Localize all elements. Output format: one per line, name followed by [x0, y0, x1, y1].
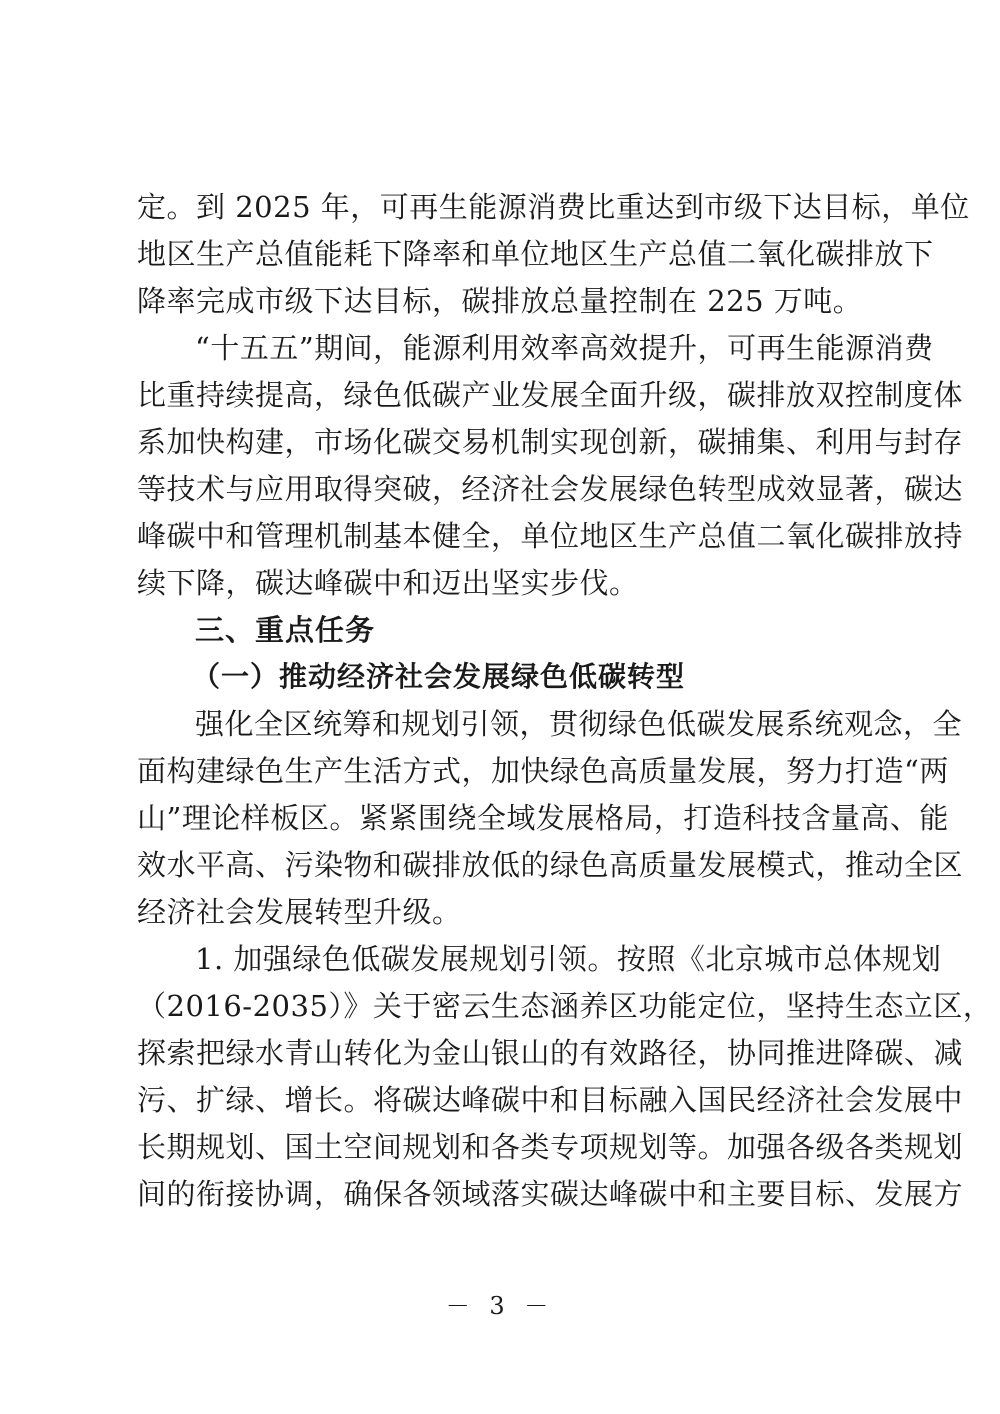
paragraph-line: 长期规划、国土空间规划和各类专项规划等。加强各级各类规划 — [137, 1130, 964, 1164]
paragraph-line: 比重持续提高，绿色低碳产业发展全面升级，碳排放双控制度体 — [137, 378, 964, 412]
paragraph-line: 间的衔接协调，确保各领域落实碳达峰碳中和主要目标、发展方 — [137, 1177, 964, 1211]
paragraph-line: 地区生产总值能耗下降率和单位地区生产总值二氧化碳排放下 — [137, 237, 934, 271]
paragraph-line: 强化全区统筹和规划引领，贯彻绿色低碳发展系统观念，全 — [195, 707, 963, 741]
paragraph-line: 续下降，碳达峰碳中和迈出坚实步伐。 — [137, 566, 639, 600]
paragraph-line: 等技术与应用取得突破，经济社会发展绿色转型成效显著，碳达 — [137, 472, 964, 506]
paragraph-line: 污、扩绿、增长。将碳达峰碳中和目标融入国民经济社会发展中 — [137, 1083, 964, 1117]
paragraph-line: 1. 加强绿色低碳发展规划引领。按照《北京城市总体规划 — [195, 942, 942, 976]
paragraph-line: （2016-2035）》关于密云生态涵养区功能定位，坚持生态立区， — [137, 989, 993, 1023]
paragraph-line: 探索把绿水青山转化为金山银山的有效路径，协同推进降碳、减 — [137, 1036, 964, 1070]
page-number: － 3 － — [445, 1292, 555, 1320]
section-heading: 三、重点任务 — [195, 613, 376, 647]
subsection-heading: （一）推动经济社会发展绿色低碳转型 — [192, 660, 686, 693]
paragraph-line: “十五五”期间，能源利用效率高效提升，可再生能源消费 — [195, 331, 934, 365]
paragraph-line: 山”理论样板区。紧紧围绕全域发展格局，打造科技含量高、能 — [137, 801, 949, 835]
paragraph-line: 降率完成市级下达目标，碳排放总量控制在 225 万吨。 — [137, 284, 863, 318]
paragraph-line: 面构建绿色生产生活方式，加快绿色高质量发展，努力打造“两 — [137, 754, 949, 788]
paragraph-line: 定。到 2025 年，可再生能源消费比重达到市级下达目标，单位 — [137, 190, 970, 224]
paragraph-line: 峰碳中和管理机制基本健全，单位地区生产总值二氧化碳排放持 — [137, 519, 964, 553]
paragraph-line: 效水平高、污染物和碳排放低的绿色高质量发展模式，推动全区 — [137, 848, 964, 882]
paragraph-line: 系加快构建，市场化碳交易机制实现创新，碳捕集、利用与封存 — [137, 425, 964, 459]
paragraph-line: 经济社会发展转型升级。 — [137, 895, 462, 929]
